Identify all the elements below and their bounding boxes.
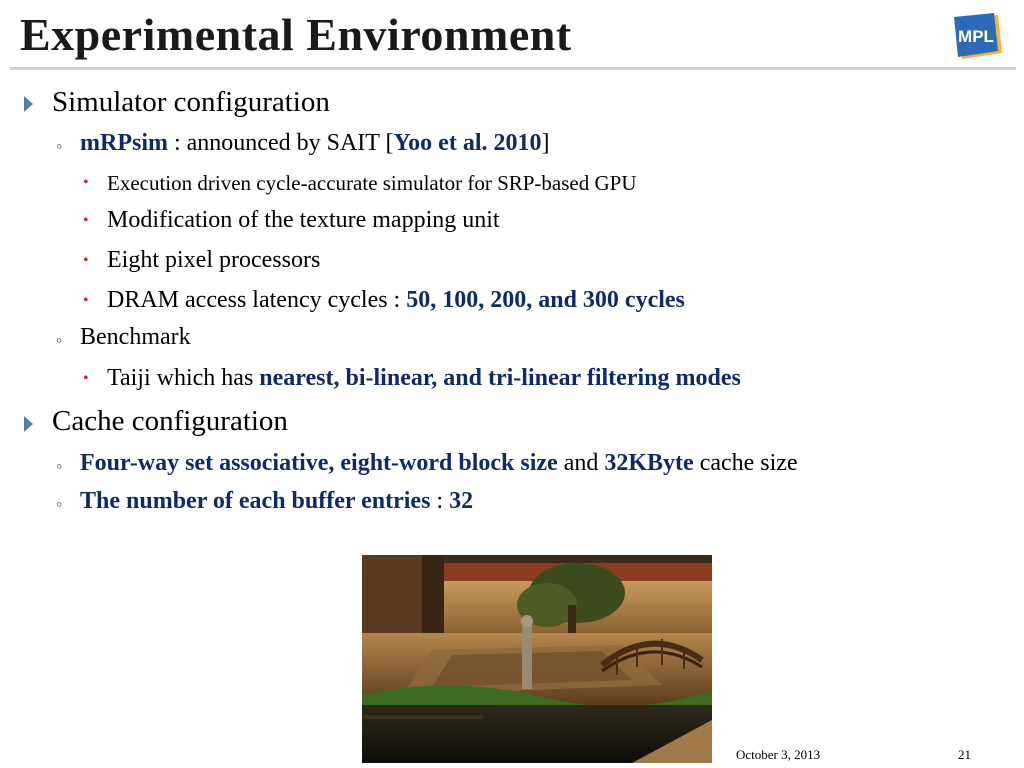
taiji-label: Taiji which has — [107, 365, 260, 391]
bullet-arrow-icon — [24, 416, 33, 432]
circle-bullet-icon: ◦ — [56, 136, 63, 156]
mpl-logo — [950, 13, 1004, 65]
mrpsim-ref: Yoo et al. 2010 — [393, 130, 542, 156]
item-execution: Execution driven cycle-accurate simulator for SRP-based GPU — [107, 171, 637, 195]
dram-value: 50, 100, 200, and 300 cycles — [406, 287, 685, 313]
dram-label: DRAM access latency cycles : — [107, 287, 407, 313]
cache-assoc-line — [80, 450, 798, 477]
circle-bullet-icon: ◦ — [56, 456, 63, 476]
buffer-sep: : — [430, 488, 450, 514]
bullet-arrow-icon — [24, 96, 33, 112]
dot-bullet-icon: • — [83, 370, 89, 387]
heading-simulator: Simulator configuration — [52, 86, 330, 118]
buffer-line — [80, 488, 473, 515]
dot-bullet-icon: • — [83, 252, 89, 269]
benchmark-line: Benchmark — [80, 324, 191, 350]
mrpsim-name: mRPsim — [80, 130, 168, 156]
dot-bullet-icon: • — [83, 174, 89, 191]
cache-and: and — [557, 450, 605, 476]
svg-text:MPL: MPL — [958, 27, 994, 46]
mrpsim-bracket: ] — [541, 130, 550, 156]
mrpsim-line — [80, 130, 549, 157]
dot-bullet-icon: • — [83, 212, 89, 229]
mrpsim-desc: : announced by SAIT [ — [167, 130, 394, 156]
buffer-label: The number of each buffer entries — [80, 488, 431, 514]
title-divider — [10, 67, 1016, 70]
cache-size: 32KByte — [604, 450, 694, 476]
heading-cache: Cache configuration — [52, 405, 288, 437]
buffer-value: 32 — [449, 488, 474, 514]
item-dram — [107, 287, 685, 314]
cache-size-suffix: cache size — [693, 450, 798, 476]
page-number: 21 — [958, 747, 971, 762]
slide-title: Experimental Environment — [20, 9, 572, 60]
circle-bullet-icon: ◦ — [56, 330, 63, 350]
footer-date: October 3, 2013 — [736, 747, 821, 762]
item-taiji — [107, 365, 741, 392]
item-texture: Modification of the texture mapping unit — [107, 207, 500, 233]
dot-bullet-icon: • — [83, 292, 89, 309]
item-pixel: Eight pixel processors — [107, 247, 321, 273]
taiji-value: nearest, bi-linear, and tri-linear filtering modes — [259, 365, 741, 391]
circle-bullet-icon: ◦ — [56, 494, 63, 514]
taiji-scene-image — [362, 555, 712, 763]
cache-assoc: Four-way set associative, eight-word block size — [80, 450, 558, 476]
